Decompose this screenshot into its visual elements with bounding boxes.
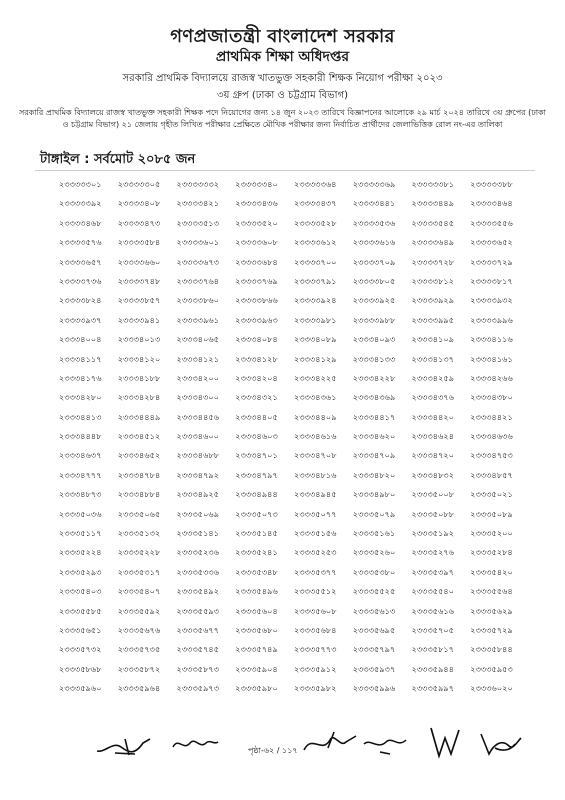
roll-number: ২৩৩৩৩৭৯১ [294, 275, 337, 286]
roll-number: ২৩৩৩৫২২৮ [117, 547, 161, 558]
roll-number: ২৩৩৩৪৭৯৭ [235, 469, 278, 480]
roll-number: ২৩৩৩৪৩৬১ [294, 392, 337, 403]
roll-number: ২৩৩৩৪৬২০ [352, 431, 396, 442]
roll-number: ২৩৩৩৬০২০ [470, 683, 513, 694]
roll-number: ২৩৩৩৫৫৯৩ [176, 605, 220, 616]
roll-number: ২৩৩৩৪০৮৯ [294, 334, 337, 345]
roll-number: ২৩৩৩৪৭২০ [411, 450, 455, 461]
roll-number: ২৩৩৩৫৬৭৭ [176, 624, 220, 635]
roll-number: ২৩৩৩৫৭৯৭ [352, 644, 396, 655]
roll-number: ২৩৩৩৩৬৭৩ [176, 256, 220, 267]
roll-number: ২৩৩৩৫৬০৪ [235, 605, 278, 616]
roll-number: ২৩৩৩৫৫৯২ [117, 605, 161, 616]
roll-number: ২৩৩৩৩৪৩৭ [294, 198, 337, 209]
roll-number: ২৩৩৩৫২২৪ [59, 547, 102, 558]
roll-number: ২৩৩৩৫৯৫৩ [470, 663, 513, 674]
roll-number: ২৩৩৩৫৪২০ [470, 566, 513, 577]
roll-number: ২৩৩৩৫০৮৯ [470, 508, 513, 519]
roll-number: ২৩৩৩৫৪৯৬ [235, 586, 278, 597]
roll-number: ২৩৩৩৫৬১৬ [411, 605, 455, 616]
roll-number: ২৩৩৩৪৬০৩ [235, 431, 278, 442]
roll-number: ২৩৩৩৪৫১২ [117, 431, 161, 442]
roll-number: ২৩৩৩৪৬১৬ [294, 431, 337, 442]
divider [35, 170, 535, 171]
signature-3 [300, 728, 360, 758]
roll-number: ২৩৩৩৪৬০০ [176, 431, 220, 442]
roll-number: ২৩৩৩৪৩৭৬ [411, 392, 455, 403]
roll-number: ২৩৩৩৫১৪১ [176, 528, 220, 539]
roll-number: ২৩৩৩৫১৯২ [411, 528, 455, 539]
roll-number: ২৩৩৩৪০১৩ [117, 334, 161, 345]
roll-number: ২৩৩৩৫৪০৭ [117, 586, 161, 597]
roll-number: ২৩৩৩৩৬৫২ [470, 237, 513, 248]
roll-number: ২৩৩৩৫৬০৮ [294, 605, 337, 616]
roll-number: ২৩৩৩৪৭৫৩ [470, 450, 513, 461]
roll-number: ২৩৩৩৫২৬০ [352, 547, 396, 558]
roll-number: ২৩৩৩৫৯৮০ [235, 683, 278, 694]
roll-number: ২৩৩৩৫৩৪৮ [235, 566, 278, 577]
roll-number: ২৩৩৩৩৭২৮ [411, 256, 455, 267]
roll-number: ২৩৩৩৫২০০ [470, 528, 513, 539]
roll-number: ২৩৩৩৪৩২১ [235, 392, 278, 403]
exam-title: সরকারি প্রাথমিক বিদ্যালয়ে রাজস্ব খাতভুক্ত সহকারী শিক্ষক নিয়োগ পরীক্ষা ২০২৩ [122, 73, 443, 84]
roll-number: ২৩৩৩৩৪৭৩ [117, 217, 161, 228]
roll-number: ২৩৩৩৫৬১৩ [352, 605, 396, 616]
roll-number: ২৩৩৩৫৬৭৬ [117, 624, 161, 635]
roll-number-grid [59, 179, 529, 703]
roll-number: ২৩৩৩৪১২৮ [235, 353, 278, 364]
roll-number: ২৩৩৩৪৪০৯ [294, 411, 337, 422]
roll-number: ২৩৩৩৫৭৪৫ [176, 644, 220, 655]
roll-number: ২৩৩৩৫৫১২ [294, 586, 337, 597]
roll-number: ২৩৩৩৫৭২৯ [470, 624, 513, 635]
roll-number: ২৩৩৩৪০৮৪ [235, 334, 278, 345]
roll-number: ২৩৩৩৪০৬৫ [176, 334, 220, 345]
roll-number: ২৩৩৩৪৪০৫ [235, 411, 278, 422]
roll-number: ২৩৩৩৪১১৬ [470, 334, 513, 345]
roll-number: ২৩৩৩৪৮৩২ [411, 469, 455, 480]
page-title: গণপ্রজাতন্ত্রী বাংলাদেশ সরকার [170, 26, 395, 47]
roll-number: ২৩৩৩৩৯২৯ [411, 295, 455, 306]
roll-number: ২৩৩৩৩৫৫৬ [470, 217, 513, 228]
roll-number: ২৩৩৩৩৫৩৬ [352, 217, 396, 228]
roll-number: ২৩৩৩৪৪২১ [470, 411, 513, 422]
roll-number: ২৩৩৩৪৬৮৮ [176, 450, 220, 461]
roll-number: ২৩৩৩৩৬১৬ [352, 237, 396, 248]
roll-number: ২৩৩৩৩৯২৪ [294, 295, 337, 306]
roll-number: ২৩৩৩৩৬০১ [176, 237, 220, 248]
roll-number: ২৩৩৩৪১৬১ [470, 353, 513, 364]
roll-number: ২৩৩৩৩৮১৭ [470, 275, 513, 286]
roll-number: ২৩৩৩৩৩৩২ [176, 179, 220, 189]
roll-number: ২৩৩৩৪৭০৯ [352, 450, 396, 461]
roll-number: ২৩৩৩৪৭৭৭ [59, 469, 102, 480]
roll-number: ২৩৩৩৫৫৪০ [411, 586, 455, 597]
roll-number: ২৩৩৩৪৪১৩ [59, 411, 102, 422]
roll-number: ২৩৩৩৩৪০৮ [117, 198, 161, 209]
roll-number: ২৩৩৩৪১৮৮ [117, 372, 161, 383]
roll-number: ২৩৩৩৫০৭৯ [352, 508, 396, 519]
roll-number: ২৩৩৩৩৭৬৯ [235, 275, 278, 286]
roll-number: ২৩৩৩৪৭৯২ [176, 469, 220, 480]
signature-1 [95, 733, 165, 759]
roll-number: ২৩৩৩৫৯৬৪ [117, 683, 161, 694]
roll-number: ২৩৩৩৫২৩৬ [176, 547, 220, 558]
roll-number: ২৩৩৩৫৭৪৯ [235, 644, 278, 655]
roll-number: ২৩৩৩৫৯৯৬ [352, 683, 396, 694]
roll-number: ২৩৩৩৫৬৯৫ [352, 624, 396, 635]
roll-number: ২৩৩৩৪১০৯ [411, 334, 455, 345]
roll-number: ২৩৩৩৫৩৭৭ [294, 566, 337, 577]
roll-number: ২৩৩৩৫৩১৭ [117, 566, 161, 577]
roll-number: ২৩৩৩৩৩৬৪ [294, 179, 337, 189]
roll-number: ২৩৩৩৪৯৪৪ [235, 489, 278, 500]
roll-number: ২৩৩৩৫০০৮ [411, 489, 455, 500]
roll-number: ২৩৩৩৫৯৩৭ [352, 663, 396, 674]
signature-6 [475, 728, 525, 758]
roll-number: ২৩৩৩৫৯১২ [294, 663, 337, 674]
roll-number: ২৩৩৩৪৭০১ [235, 450, 278, 461]
roll-number: ২৩৩৩৩৭৬৪ [176, 275, 220, 286]
roll-number: ২৩৩৩৩৯৯৬ [470, 314, 513, 325]
roll-number: ২৩৩৩৪৮১৬ [294, 469, 337, 480]
roll-number: ২৩৩৩৫৫৮৫ [59, 605, 102, 616]
roll-number: ২৩৩৩৩৯৮৮ [352, 314, 396, 325]
roll-number: ২৩৩৩৩৪৩৬ [235, 198, 278, 209]
roll-number: ২৩৩৩৫৩৯৭ [411, 566, 455, 577]
roll-number: ২৩৩৩৪৪২০ [411, 411, 455, 422]
roll-number: ২৩৩৩৩৩০৫ [117, 179, 161, 189]
roll-number: ২৩৩৩৪১২০ [117, 353, 161, 364]
roll-number: ২৩৩৩৪৮৭৩ [59, 489, 102, 500]
roll-number: ২৩৩৩৫৭০৫ [411, 624, 455, 635]
roll-number: ২৩৩৩৫৯৬০ [59, 683, 102, 694]
roll-number: ২৩৩৩৫২৭৬ [411, 547, 455, 558]
roll-number: ২৩৩৩৪২৫৯ [411, 372, 455, 383]
roll-number: ২৩৩৩৩৯২৫ [352, 295, 396, 306]
roll-number: ২৩৩৩৩৯৩২ [470, 295, 513, 306]
roll-number: ২৩৩৩৩৫৮৪ [117, 237, 161, 248]
roll-number: ২৩৩৩৩৪৪১ [352, 198, 396, 209]
roll-number: ২৩৩৩৫৮১৭ [411, 644, 455, 655]
roll-number: ২৩৩৩৫২৮৪ [470, 547, 513, 558]
roll-number: ২৩৩৩৩৬৫৭ [59, 256, 102, 267]
roll-number: ২৩৩৩৫১৫৬ [294, 528, 337, 539]
page-number: পৃষ্ঠা-৬২ / ১১৭ [248, 746, 298, 755]
roll-number: ২৩৩৩৫০৩৬ [59, 508, 102, 519]
roll-number: ২৩৩৩৩৯৪১ [117, 314, 161, 325]
roll-number: ২৩৩৩৪২২৫ [294, 372, 337, 383]
roll-number: ২৩৩৩৫২৪১ [235, 547, 278, 558]
roll-number: ২৩৩৩৫৭৩২ [59, 644, 102, 655]
roll-number: ২৩৩৩৫৯৮২ [294, 683, 337, 694]
roll-number: ২৩৩৩৪২০০ [176, 372, 220, 383]
roll-number: ২৩৩৩৪৯৪৫ [294, 489, 337, 500]
roll-number: ২৩৩৩৫৭৭৩ [294, 644, 337, 655]
roll-number: ২৩৩৩৩৯৬৩ [235, 314, 278, 325]
roll-number: ২৩৩৩৪৭০৮ [294, 450, 337, 461]
roll-number: ২৩৩৩৪২২৮ [352, 372, 396, 383]
roll-number: ২৩৩৩৫০৭৭ [294, 508, 337, 519]
notice-text: সরকারি প্রাথমিক বিদ্যালয়ে রাজস্ব খাতভুক্ত সহকারী শিক্ষক পদে নিয়োগের জন্য ১৪ জুন ২০২৩ তারিখে বিজ্ঞাপনের আলোকে ২৯ মার্চ ২০২৪ তারিখে ৩য় গ্রুপের (ঢাকা ও চট্টগ্রাম বিভাগ) ২১ জেলায় গৃহীত লিখিত পরীক্ষার প্রেক্ষিতে মৌখিক পরীক্ষার জন্য নির্বাচিত প্রার্থীদের জেলাভিত্তিক রোল নং-এর তালিকা [19, 108, 546, 129]
roll-number: ২৩৩৩৩৫২০ [235, 217, 278, 228]
roll-number: ২৩৩৩৩৪৪৯ [411, 198, 455, 209]
roll-number: ২৩৩৩৫৬৮৪ [294, 624, 337, 635]
roll-number: ২৩৩৩৫১৬১ [352, 528, 396, 539]
roll-number: ২৩৩৩৩৬৬০ [117, 256, 161, 267]
roll-number: ২৩৩৩৪৩৬৯ [352, 392, 396, 403]
roll-number: ২৩৩৩৫৪৯২ [176, 586, 220, 597]
roll-number: ২৩৩৩৩৮৫৭ [117, 295, 161, 306]
roll-number: ২৩৩৩৩৪২১ [176, 198, 220, 209]
roll-number: ২৩৩৩৫৬২৯ [470, 605, 513, 616]
roll-number: ২৩৩৩৪৮৮৪ [117, 489, 161, 500]
roll-number: ২৩৩৩৪১৩৩ [352, 353, 396, 364]
roll-number: ২৩৩৩৪৮২০ [352, 469, 396, 480]
roll-number: ২৩৩৩৩৪৬৮ [59, 217, 102, 228]
roll-number: ২৩৩৩৩৭৩৬ [59, 275, 102, 286]
roll-number: ২৩৩৩৫১৪৫ [235, 528, 278, 539]
roll-number: ২৩৩৩৫০৮৮ [411, 508, 455, 519]
roll-number: ২৩৩৩৫৯৯৭ [411, 683, 455, 694]
roll-number: ২৩৩৩৫৯৭৩ [176, 683, 220, 694]
roll-number: ২৩৩৩৫৮৭৩ [176, 663, 220, 674]
roll-number: ২৩৩৩৩৩৮৮ [470, 179, 513, 189]
roll-number: ২৩৩৩৫৫২৫ [352, 586, 396, 597]
roll-number: ২৩৩৩৫৭৩৫ [117, 644, 161, 655]
roll-number: ২৩৩৩৩৬৪৯ [411, 237, 455, 248]
roll-number: ২৩৩৩৪১১৭ [59, 353, 102, 364]
roll-number: ২৩৩৩৫২৯৩ [59, 566, 102, 577]
roll-number: ২৩৩৩৪৪৫৬ [176, 411, 220, 422]
roll-number: ২৩৩৩৪২৬৬ [470, 372, 513, 383]
roll-number: ২৩৩৩৫৩৩৬ [176, 566, 220, 577]
roll-number: ২৩৩৩৪৭৮৪ [117, 469, 161, 480]
roll-number: ২৩৩৩৫১১৭ [59, 528, 102, 539]
roll-number: ২৩৩৩৪৪১৭ [352, 411, 396, 422]
roll-number: ২৩৩৩৪৪৪৮ [59, 431, 102, 442]
roll-number: ২৩৩৩৩৭৪৮ [117, 275, 161, 286]
roll-number: ২৩৩৩৫৯৪৪ [411, 663, 455, 674]
roll-number: ২৩৩৩৫০৬৯ [176, 508, 220, 519]
roll-number: ২৩৩৩৪৩০০ [176, 392, 220, 403]
roll-number: ২৩৩৩৩৫৪৫ [411, 217, 455, 228]
roll-number: ২৩৩৩৪৬৩৬ [470, 431, 513, 442]
signature-4 [360, 730, 410, 758]
roll-number: ২৩৩৩৪২৮০ [59, 392, 102, 403]
roll-number: ২৩৩৩৩৯৩৭ [59, 314, 102, 325]
roll-number: ২৩৩৩৩৮৬৬ [235, 295, 278, 306]
roll-number: ২৩৩৩৩৪৬৪ [470, 198, 513, 209]
signature-2 [170, 733, 220, 755]
roll-number: ২৩৩৩৫৮৭২ [117, 663, 161, 674]
roll-number: ২৩৩৩৩৭০০ [294, 256, 337, 267]
roll-number: ২৩৩৩৫৩৮০ [352, 566, 396, 577]
roll-number: ২৩৩৩৪৯৮০ [352, 489, 396, 500]
roll-number: ২৩৩৩৫২৫৩ [294, 547, 337, 558]
roll-number: ২৩৩৩৩৭০৯ [352, 256, 396, 267]
roll-number: ২৩৩৩৩৫৭৬ [59, 237, 102, 248]
roll-number: ২৩৩৩৩৮২৪ [59, 295, 102, 306]
roll-number: ২৩৩৩৫০২১ [470, 489, 513, 500]
roll-number: ২৩৩৩৪১২১ [176, 353, 220, 364]
roll-number: ২৩৩৩৪০৯৩ [352, 334, 396, 345]
roll-number: ২৩৩৩৪৬৩৭ [59, 450, 102, 461]
roll-number: ২৩৩৩৩৫২৮ [294, 217, 337, 228]
roll-number: ২৩৩৩৪৩৮০ [470, 392, 513, 403]
roll-number: ২৩৩৩৪১৩৭ [411, 353, 455, 364]
roll-number: ২৩৩৩৪২৮৪ [117, 392, 161, 403]
roll-number: ২৩৩৩৩৮৬০ [176, 295, 220, 306]
roll-number: ২৩৩৩৩৩৬৯ [352, 179, 396, 189]
roll-number: ২৩৩৩৫৬৫১ [59, 624, 102, 635]
roll-number: ২৩৩৩৩৯৬১ [176, 314, 220, 325]
roll-number: ২৩৩৩৪২০৪ [235, 372, 278, 383]
roll-number: ২৩৩৩৪৪৪৯ [117, 411, 161, 422]
roll-number: ২৩৩৩৩৫১৩ [176, 217, 220, 228]
roll-number: ২৩৩৩৪৮৫৭ [470, 469, 513, 480]
roll-number: ২৩৩৩৪১৭৬ [59, 372, 102, 383]
roll-number: ২৩৩৩৩৯৯৫ [411, 314, 455, 325]
roll-number: ২৩৩৩৩৩৯২ [59, 198, 102, 209]
roll-number: ২৩৩৩৫৯০৪ [235, 663, 278, 674]
roll-number: ২৩৩৩৫০৭৩ [235, 508, 278, 519]
group-label: ৩য় গ্রুপ (ঢাকা ও চট্টগ্রাম বিভাগ) [216, 90, 349, 101]
roll-number: ২৩৩৩৫৮৪৪ [470, 644, 513, 655]
roll-number: ২৩৩৩৩৯৮১ [294, 314, 337, 325]
roll-number: ২৩৩৩৫১৩২ [117, 528, 161, 539]
roll-number: ২৩৩৩৪৬৫২ [117, 450, 161, 461]
roll-number: ২৩৩৩৩৬১২ [294, 237, 337, 248]
signature-5 [425, 724, 465, 760]
roll-number: ২৩৩৩৫০৬৫ [117, 508, 161, 519]
roll-number: ২৩৩৩৫৫৬৪ [470, 586, 513, 597]
district-heading: টাঙ্গাইল : সর্বমোট ২০৮৫ জন [40, 152, 196, 167]
roll-number: ২৩৩৩৫৮৬৮ [59, 663, 102, 674]
roll-number: ২৩৩৩৪৬২৪ [411, 431, 455, 442]
roll-number: ২৩৩৩৪০০৪ [59, 334, 102, 345]
roll-number: ২৩৩৩৫৪০৩ [59, 586, 102, 597]
roll-number: ২৩৩৩৩৬৮৪ [235, 256, 278, 267]
roll-number: ২৩৩৩৩৩০১ [59, 179, 102, 189]
roll-number: ২৩৩৩৩৮০৫ [352, 275, 396, 286]
roll-number: ২৩৩৩৫৬৮০ [235, 624, 278, 635]
roll-number: ২৩৩৩৩৩৮১ [411, 179, 455, 189]
roll-number: ২৩৩৩৪৯২৫ [176, 489, 220, 500]
roll-number: ২৩৩৩৩৭২৯ [470, 256, 513, 267]
roll-number: ২৩৩৩৩৩৪০ [235, 179, 278, 189]
roll-number: ২৩৩৩৩৮১২ [411, 275, 455, 286]
roll-number: ২৩৩৩৪১২৯ [294, 353, 337, 364]
page-subtitle: প্রাথমিক শিক্ষা অধিদপ্তর [215, 49, 350, 65]
roll-number: ২৩৩৩৩৬০৮ [235, 237, 278, 248]
